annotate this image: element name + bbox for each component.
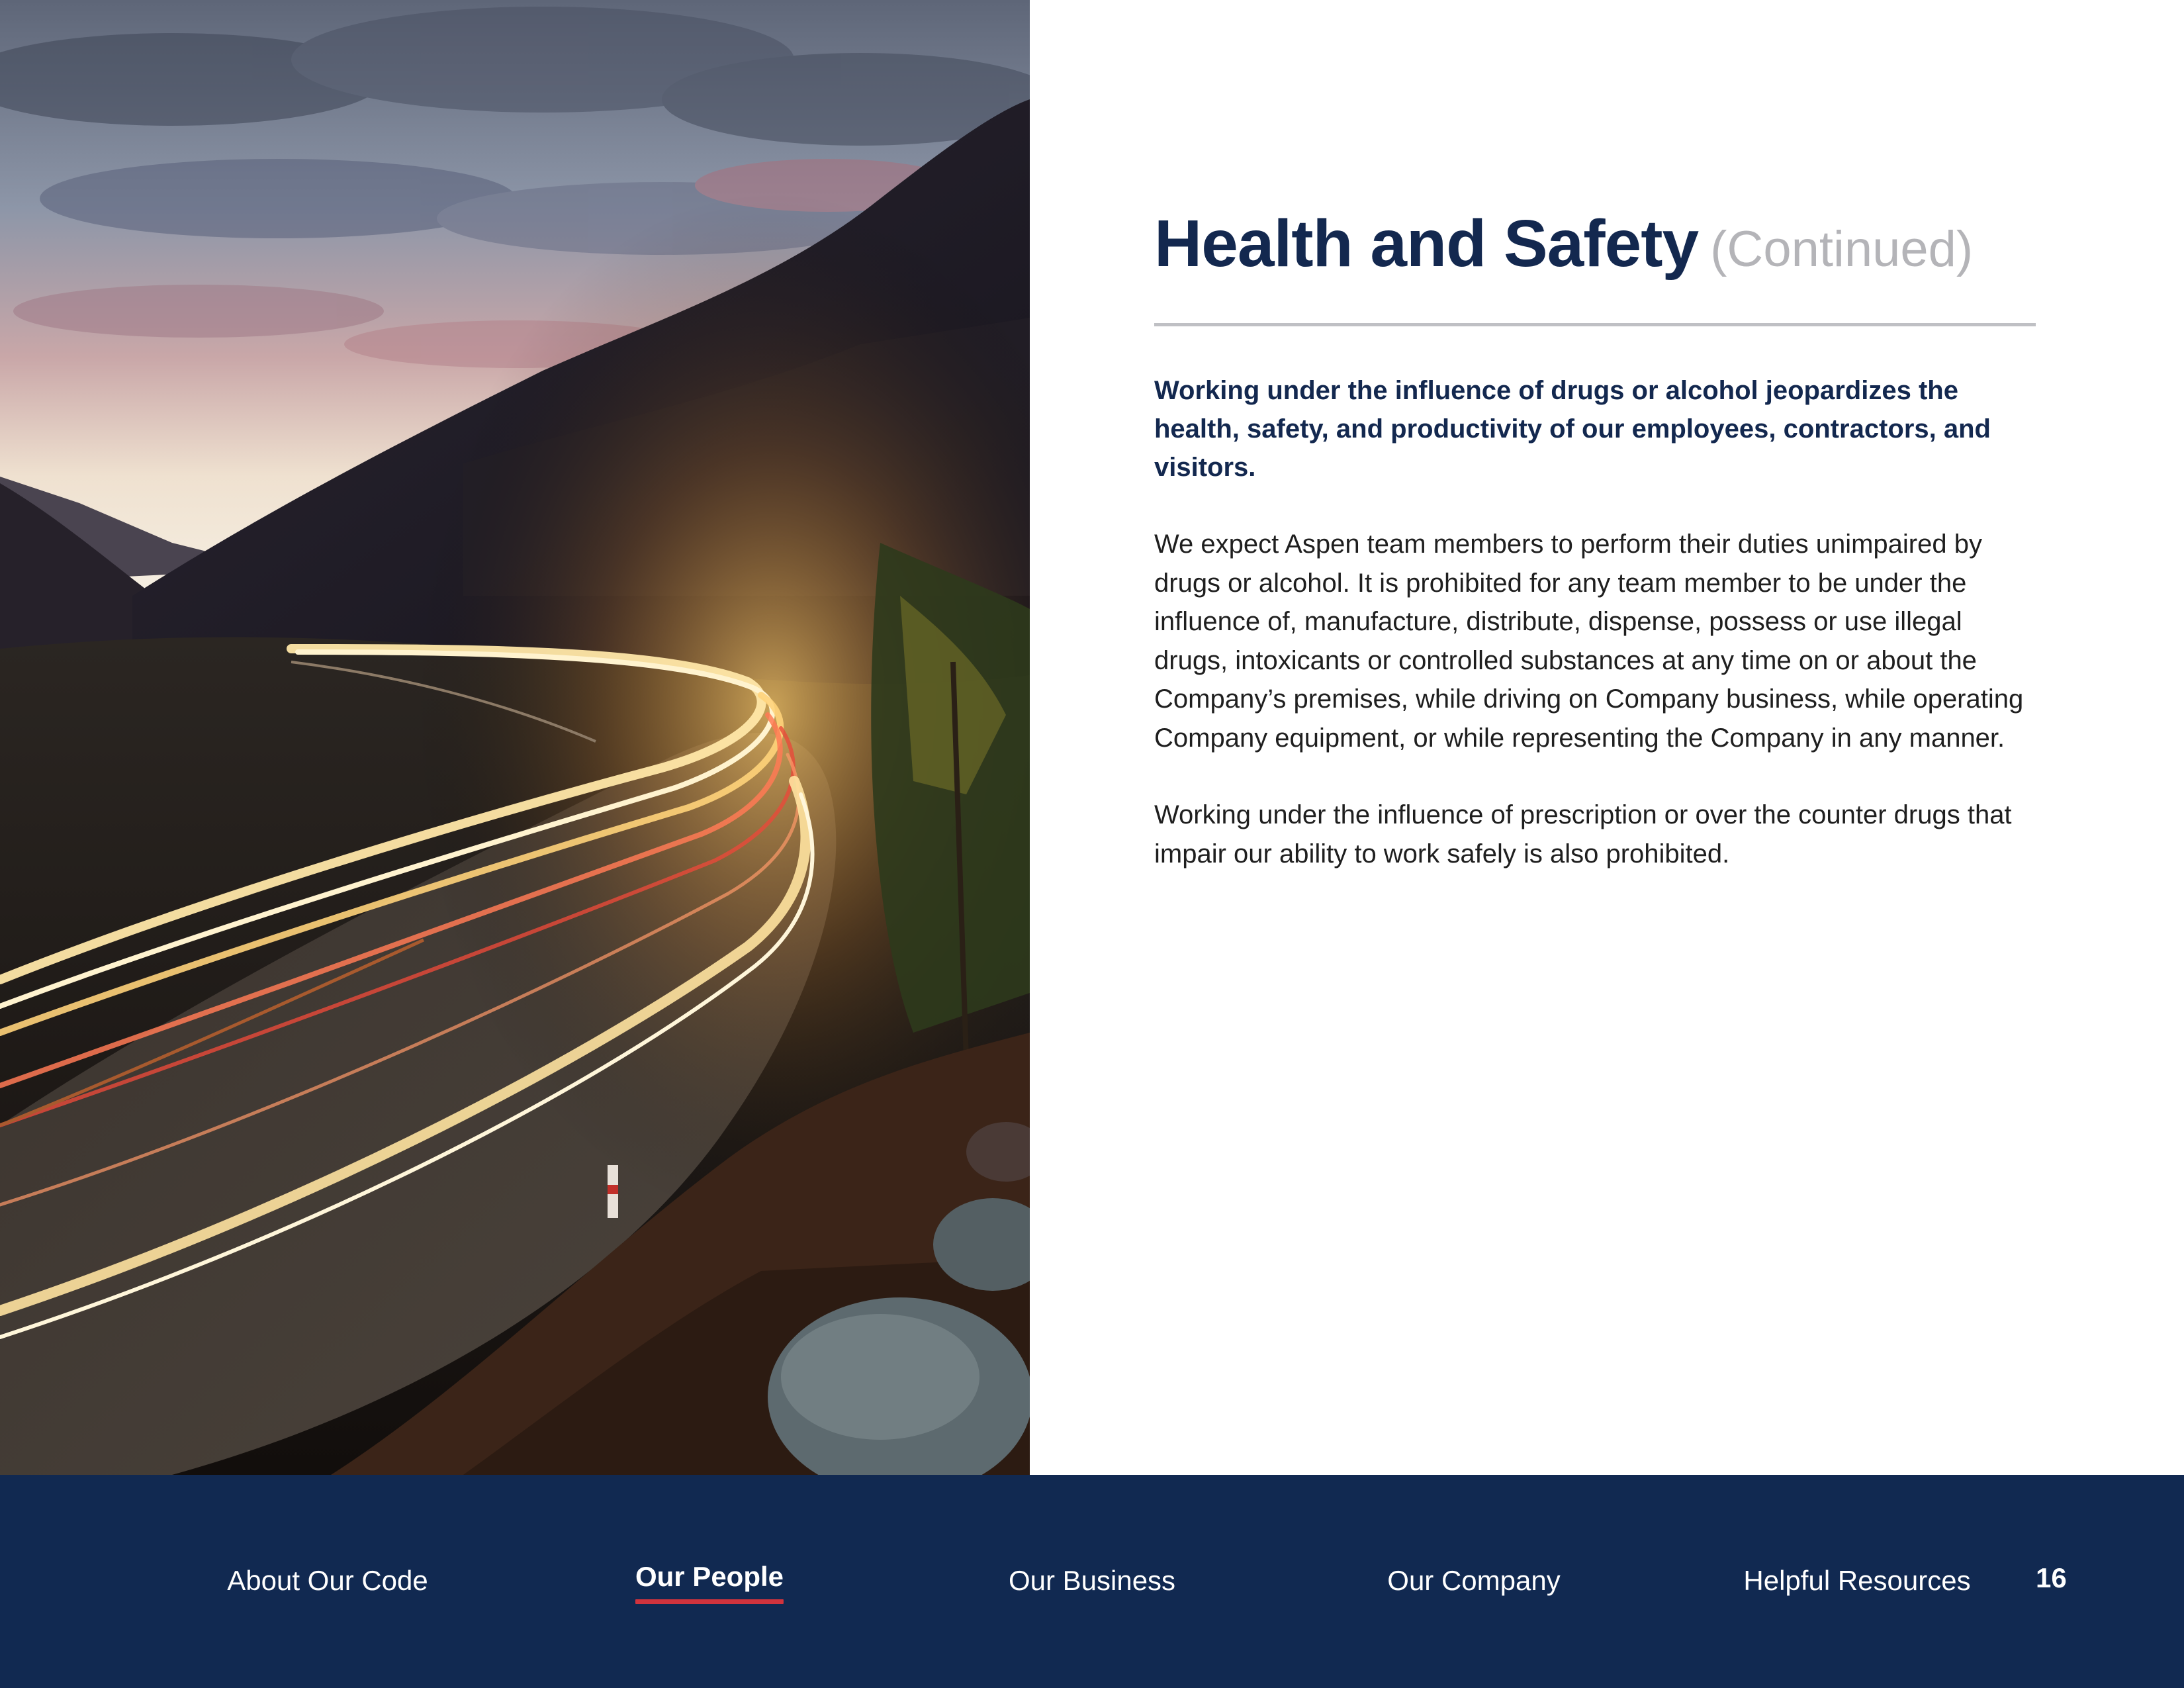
nav-item-our-people[interactable]: Our People	[635, 1561, 784, 1604]
title-main: Health and Safety	[1154, 207, 1699, 281]
content-panel	[1154, 207, 2041, 873]
body-paragraph-2: Working under the influence of prescription or over the counter drugs that impair our ability to work safely is also prohibited.	[1154, 800, 2012, 868]
body-paragraph-1: We expect Aspen team members to perform their duties unimpaired by drugs or alcohol. It is prohibited for any team member to be under the influence of, manufacture, distribute, dispense, possess or use illegal drugs, intoxicants or controlled substances at any time on or about the Company’s premises, while driving on Company business, while operating Company equipment, or while representing the Company in any manner.	[1154, 530, 2024, 753]
page-number: 16	[2036, 1562, 2067, 1593]
hero-photo	[0, 0, 1030, 1475]
nav-item-our-company[interactable]: Our Company	[1387, 1565, 1561, 1596]
title-continued: (Continued)	[1710, 221, 1974, 277]
nav-item-about-our-code[interactable]: About Our Code	[227, 1565, 428, 1596]
page-title	[1154, 207, 2041, 281]
title-divider	[1154, 323, 2036, 326]
nav-item-our-business[interactable]: Our Business	[1008, 1565, 1176, 1596]
footer-nav	[0, 1475, 2184, 1688]
nav-item-helpful-resources[interactable]: Helpful Resources	[1743, 1565, 1971, 1596]
mountain-road-light-trails-photo	[0, 0, 1030, 1475]
lead-paragraph: Working under the influence of drugs or alcohol jeopardizes the health, safety, and productivity of our employees, contractors, and visitors.	[1154, 376, 1991, 482]
